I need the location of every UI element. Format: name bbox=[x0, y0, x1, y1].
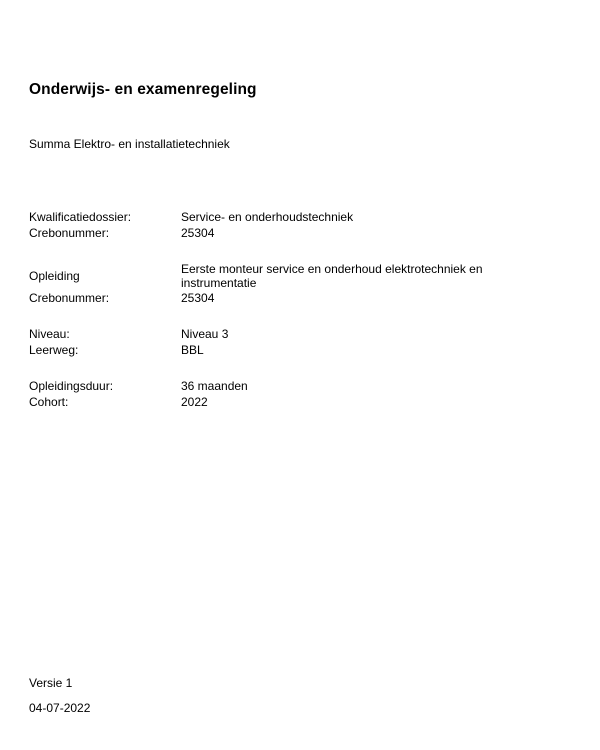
detail-label: Niveau: bbox=[29, 327, 70, 341]
document-version: Versie 1 bbox=[29, 676, 73, 690]
document-subtitle: Summa Elektro- en installatietechniek bbox=[29, 137, 230, 151]
detail-value: Service- en onderhoudstechniek bbox=[181, 210, 354, 224]
detail-value: 2022 bbox=[181, 395, 208, 409]
detail-label: Leerweg: bbox=[29, 343, 79, 357]
document-date: 04-07-2022 bbox=[29, 701, 91, 715]
detail-label: Cohort: bbox=[29, 395, 69, 409]
detail-label: Kwalificatiedossier: bbox=[29, 210, 132, 224]
detail-value: 36 maanden bbox=[181, 379, 248, 393]
detail-value: BBL bbox=[181, 343, 204, 357]
detail-value: Niveau 3 bbox=[181, 327, 229, 341]
document-title: Onderwijs- en examenregeling bbox=[29, 81, 257, 98]
detail-label: Opleidingsduur: bbox=[29, 379, 114, 393]
detail-value: 25304 bbox=[181, 291, 215, 305]
detail-value: 25304 bbox=[181, 226, 215, 240]
detail-label: Opleiding bbox=[29, 269, 80, 283]
detail-label: Crebonummer: bbox=[29, 226, 110, 240]
detail-label: Crebonummer: bbox=[29, 291, 110, 305]
detail-value: Eerste monteur service en onderhoud elektrotechniek en instrumentatie bbox=[181, 262, 483, 290]
